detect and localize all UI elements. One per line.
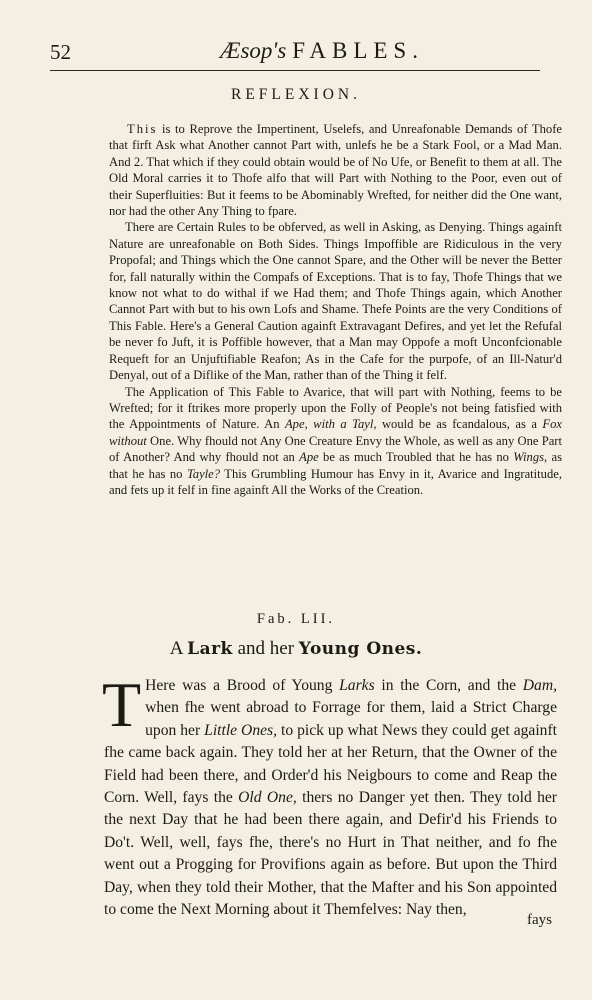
reflexion-body [109, 121, 562, 498]
para3-f: This Grumbling Humour has Envy in it, Avarice and Ingratitude, and fets up it felf in fine againft All the Works of the Creation. [109, 466, 563, 497]
para3-i3: Ape [299, 450, 319, 465]
header-rule [50, 70, 540, 71]
para1-lead: This [127, 122, 158, 136]
para3-i5: Tayle? [186, 466, 221, 481]
fable-title-young-ones: Young Ones. [298, 639, 423, 659]
para3-i2: Fox without [109, 417, 562, 448]
para3-i4: Wings, [513, 450, 548, 465]
story-s2: in the Corn, and the [381, 677, 517, 694]
story-s1: Here was a Brood of Young [145, 677, 333, 694]
fable-number: Fab. LII. [256, 611, 336, 627]
page-number: 52 [50, 40, 71, 64]
story-i1: Larks [339, 677, 375, 694]
fable-title-lark: Lark [187, 639, 233, 659]
fable-body [102, 669, 557, 921]
title-fables: FABLES. [292, 38, 424, 63]
story-s5: thers no Danger yet then. They told her the next Day that he had been there again, and Defir'd his Friends to Do't. Well, well, fays fhe, there's no Hurt in That neither, and fo fhe went out a Progging for Provifions again as before. But upon the Third Day, when they told their Mother, that the Mafter and his Son appointed to come the Next Morning about it Themfelves: Nay then, [104, 789, 557, 919]
story-i3: Little Ones, [204, 721, 277, 739]
story-s3: when fhe went abroad to Forrage for them, laid a Strict Charge upon her [145, 699, 557, 739]
story-s4: to pick up what News they could get againft fhe came back again. They told her at her Return, that the Owner of the Field had been there, and Order'd his Neigbours to come and Reap the Corn. Well, fays the [104, 721, 557, 807]
running-title [220, 38, 424, 64]
fable-title [0, 638, 592, 660]
reflexion-paragraph-3 [109, 384, 562, 499]
para3-i1: Ape, with a Tayl, [284, 417, 377, 432]
para3-d: be as much Troubled that he has no [323, 450, 509, 465]
catchword: fays [527, 912, 552, 928]
fable-title-and: and her [237, 638, 295, 659]
running-header [50, 38, 540, 78]
drop-cap: T [102, 669, 142, 740]
fable-title-a: A [169, 638, 183, 659]
para1-text: is to Reprove the Impertinent, Uselefs, and Unreafonable Demands of Thofe that firft Ask what Another cannot Part with, unlefs he be a Stark Fool, or a Mad Man. And 2. That which if they could obtain would be of No Ufe, or Benefit to them at all. The Old Moral carries it to Thofe alfo that will Part with Nothing to the Poor, even out of their Superfluities: But it feems to be Abominably Wrefted, for neither did the One want, nor had the other Any Thing to fpare. [109, 122, 563, 219]
para3-e: as that he has no [109, 450, 562, 481]
para3-c: One. Why fhould not Any One Creature Envy the Whole, as well as any One Part of Another? And why fhould not an [109, 433, 562, 465]
reflexion-paragraph-2: There are Certain Rules to be obferved, as well in Asking, as Denying. Things againft Nature are unreafonable on Both Sides. Things Impoffible are Ridiculous in the very Propofal; and Things which the One cannot Spare, and the Other will be never the Better for, fall naturally within the Compafs of Exceptions. That is to fay, Thofe Things that we know not what to do withal if we Had them; and Thofe Things again, which Another Cannot Part with but to his own Lofs and Shame. Thefe Points are the very Conditions of This Fable. Here's a General Caution againft Extravagant Defires, and yet let the Refufal be never fo Juft, it is Poffible however, that a Man may Oppofe a moft Unconfcionable Requeft for an Unjuftifiable Reafon; As in the Cafe for the purpofe, of an Ill-Natur'd Denyal, out of a Diflike of the Man, rather than of the Thing it felf. [109, 220, 562, 383]
story-i4: Old One, [238, 789, 297, 807]
para3-a: The Application of This Fable to Avarice, that will part with Nothing, feems to be Wrefted; for it ftrikes more properly upon the Folly of People's not being fatisfied with the Appointments of Nature. An [109, 384, 562, 432]
reflexion-heading: REFLEXION. [231, 86, 361, 103]
story-i2: Dam, [522, 677, 557, 694]
para3-b: would be as fcandalous, as a [381, 417, 537, 432]
fable-paragraph [102, 669, 557, 921]
reflexion-paragraph-1 [109, 121, 562, 219]
title-aesops: Æsop's [220, 38, 287, 63]
